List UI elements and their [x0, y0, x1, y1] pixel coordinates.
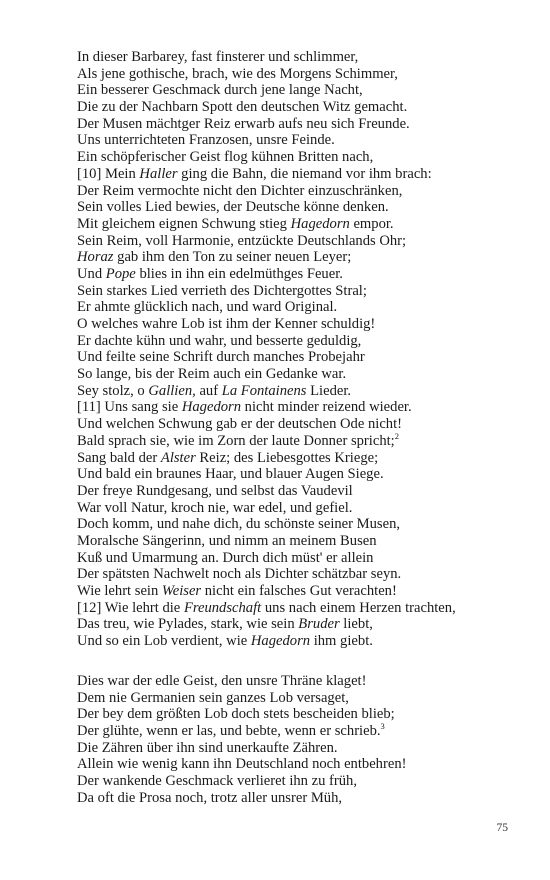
line-text: War voll Natur, kroch nie, war edel, und gefiel. — [77, 499, 353, 516]
line-text: Sein volles Lied bewies, der Deutsche könne denken. — [77, 199, 389, 216]
line-text: Allein wie wenig kann ihn Deutschland noch entbehren! — [77, 756, 407, 773]
footnote-marker: 2 — [394, 430, 399, 441]
line-text: Als jene gothische, brach, wie des Morgens Schimmer, — [77, 65, 398, 82]
poem-line — [77, 49, 517, 66]
line-text: Der glühte, wenn er las, und bebte, wenn er schrieb. — [77, 723, 381, 740]
line-text: liebt, — [339, 616, 373, 633]
poem-line — [77, 383, 517, 400]
poem-line — [77, 199, 517, 216]
line-text: Lieder. — [306, 382, 352, 399]
poem-line — [77, 266, 517, 283]
poem-line — [77, 723, 517, 740]
poem-line — [77, 600, 517, 617]
line-text: O welches wahre Lob ist ihm der Kenner schuldig! — [77, 316, 376, 332]
line-text: Das treu, wie Pylades, stark, wie sein — [77, 616, 299, 633]
line-text: nicht minder reizend wieder. — [241, 399, 412, 416]
poem-line — [77, 299, 517, 316]
footnote-marker: 3 — [380, 721, 385, 732]
italic-name: Haller — [139, 165, 178, 182]
poem-line — [77, 466, 517, 483]
poem-line — [77, 533, 517, 550]
poem-line — [77, 516, 517, 533]
poem-line — [77, 430, 517, 450]
line-text: [12] Wie lehrt die — [77, 599, 184, 616]
line-text: Und welchen Schwung gab er der deutschen Ode nicht! — [77, 416, 403, 433]
poem-line — [77, 450, 517, 467]
italic-name: Gallien, — [148, 382, 196, 399]
line-text: [10] Mein — [77, 165, 140, 182]
poem-line — [77, 756, 517, 773]
italic-name: Alster — [160, 449, 196, 466]
line-text: Sein starkes Lied verrieth des Dichtergottes Stral; — [77, 282, 367, 299]
poem-line — [77, 583, 517, 600]
poem-line — [77, 166, 517, 183]
line-text: Die Zähren über ihn sind unerkaufte Zähren. — [77, 739, 338, 756]
italic-name: Horaz — [77, 249, 114, 266]
poem-line — [77, 773, 517, 790]
line-text: Mit gleichem eignen Schwung stieg — [77, 215, 291, 232]
italic-name: Pope — [105, 265, 136, 282]
poem-line — [77, 82, 517, 99]
line-text: Die zu der Nachbarn Spott den deutschen Witz gemacht. — [77, 99, 408, 116]
poem-line — [77, 673, 517, 690]
line-text: nicht ein falsches Gut verachten! — [201, 583, 397, 599]
poem-line — [77, 216, 517, 233]
line-text: Der wankende Geschmack verlieret ihn zu früh, — [77, 773, 357, 790]
poem-line — [77, 99, 517, 116]
poem-line — [77, 149, 517, 166]
poem-line — [77, 500, 517, 517]
italic-name: La Fontainens — [221, 382, 307, 399]
poem-line — [77, 550, 517, 567]
italic-name: Hagedorn — [250, 633, 311, 650]
poem-line — [77, 416, 517, 433]
poem-line — [77, 333, 517, 350]
line-text: empor. — [349, 215, 394, 232]
poem-line — [77, 233, 517, 250]
line-text: Der Musen mächtger Reiz erwarb aufs neu sich Freunde. — [77, 115, 410, 132]
line-text: Dies war der edle Geist, den unsre Thräne klaget! — [77, 673, 367, 689]
poem-line — [77, 790, 517, 807]
italic-name: Bruder — [298, 616, 340, 633]
line-text: Doch komm, und nahe dich, du schönste seiner Musen, — [77, 516, 401, 533]
line-text: ihm giebt. — [310, 633, 373, 650]
line-text: blies in ihn ein edelmüthges Feuer. — [135, 265, 343, 282]
line-text: ging die Bahn, die niemand vor ihm brach: — [177, 165, 432, 182]
line-text: Wie lehrt sein — [77, 583, 162, 599]
line-text: Und feilte seine Schrift durch manches Probejahr — [77, 349, 365, 366]
poem-stanza-2 — [77, 673, 517, 807]
line-text: gab ihm den Ton zu seiner neuen Leyer; — [113, 249, 352, 266]
line-text: Dem nie Germanien sein ganzes Lob versaget, — [77, 689, 349, 706]
italic-name: Hagedorn — [290, 215, 350, 232]
poem-line — [77, 316, 517, 333]
line-text: Der bey dem größten Lob doch stets bescheiden blieb; — [77, 706, 395, 723]
poem-line — [77, 690, 517, 707]
poem-line — [77, 349, 517, 366]
poem-line — [77, 132, 517, 149]
line-text: Er ahmte glücklich nach, und ward Original. — [77, 299, 338, 316]
poem-line — [77, 740, 517, 757]
poem-line — [77, 183, 517, 200]
line-text: Der Reim vermochte nicht den Dichter einzuschränken, — [77, 182, 403, 199]
poem-line — [77, 249, 517, 266]
line-text: In dieser Barbarey, fast finsterer und schlimmer, — [77, 49, 359, 65]
italic-name: Weiser — [161, 583, 202, 599]
poem-line — [77, 633, 517, 650]
line-text: Er dachte kühn und wahr, und besserte geduldig, — [77, 332, 362, 349]
poem-line — [77, 66, 517, 83]
poem-line — [77, 566, 517, 583]
line-text: Der freye Rundgesang, und selbst das Vaudevil — [77, 482, 353, 499]
line-text: Und so ein Lob verdient, wie — [77, 633, 251, 650]
poem-line — [77, 706, 517, 723]
line-text: So lange, bis der Reim auch ein Gedanke war. — [77, 366, 347, 383]
poem-stanza-1 — [77, 49, 517, 650]
line-text: auf — [195, 382, 222, 399]
line-text: Sey stolz, o — [77, 382, 149, 399]
line-text: Moralsche Sängerinn, und nimm an meinem Busen — [77, 532, 377, 549]
line-text: Sang bald der — [77, 449, 161, 466]
poem-line — [77, 399, 517, 416]
italic-name: Freundschaft — [183, 599, 262, 616]
poem-line — [77, 283, 517, 300]
italic-name: Hagedorn — [181, 399, 242, 416]
line-text: Der spätsten Nachwelt noch als Dichter schätzbar seyn. — [77, 566, 402, 583]
line-text: Reiz; des Liebesgottes Kriege; — [195, 449, 379, 466]
line-text: Kuß und Umarmung an. Durch dich müst' er allein — [77, 549, 374, 566]
line-text: Uns unterrichteten Franzosen, unsre Feinde. — [77, 132, 335, 149]
line-text: Ein besserer Geschmack durch jene lange Nacht, — [77, 82, 363, 99]
line-text: Und — [77, 265, 106, 282]
poem-line — [77, 483, 517, 500]
line-text: Ein schöpferischer Geist flog kühnen Britten nach, — [77, 149, 374, 166]
line-text: [11] Uns sang sie — [77, 399, 182, 416]
poem-line — [77, 616, 517, 633]
poem-line — [77, 116, 517, 133]
line-text: Und bald ein braunes Haar, und blauer Augen Siege. — [77, 466, 384, 483]
line-text: Da oft die Prosa noch, trotz aller unsrer Müh, — [77, 789, 343, 806]
line-text: Bald sprach sie, wie im Zorn der laute Donner spricht; — [77, 432, 395, 449]
page-number: 75 — [496, 822, 508, 834]
line-text: uns nach einem Herzen trachten, — [261, 599, 456, 616]
line-text: Sein Reim, voll Harmonie, entzückte Deutschlands Ohr; — [77, 232, 407, 249]
poem-line — [77, 366, 517, 383]
